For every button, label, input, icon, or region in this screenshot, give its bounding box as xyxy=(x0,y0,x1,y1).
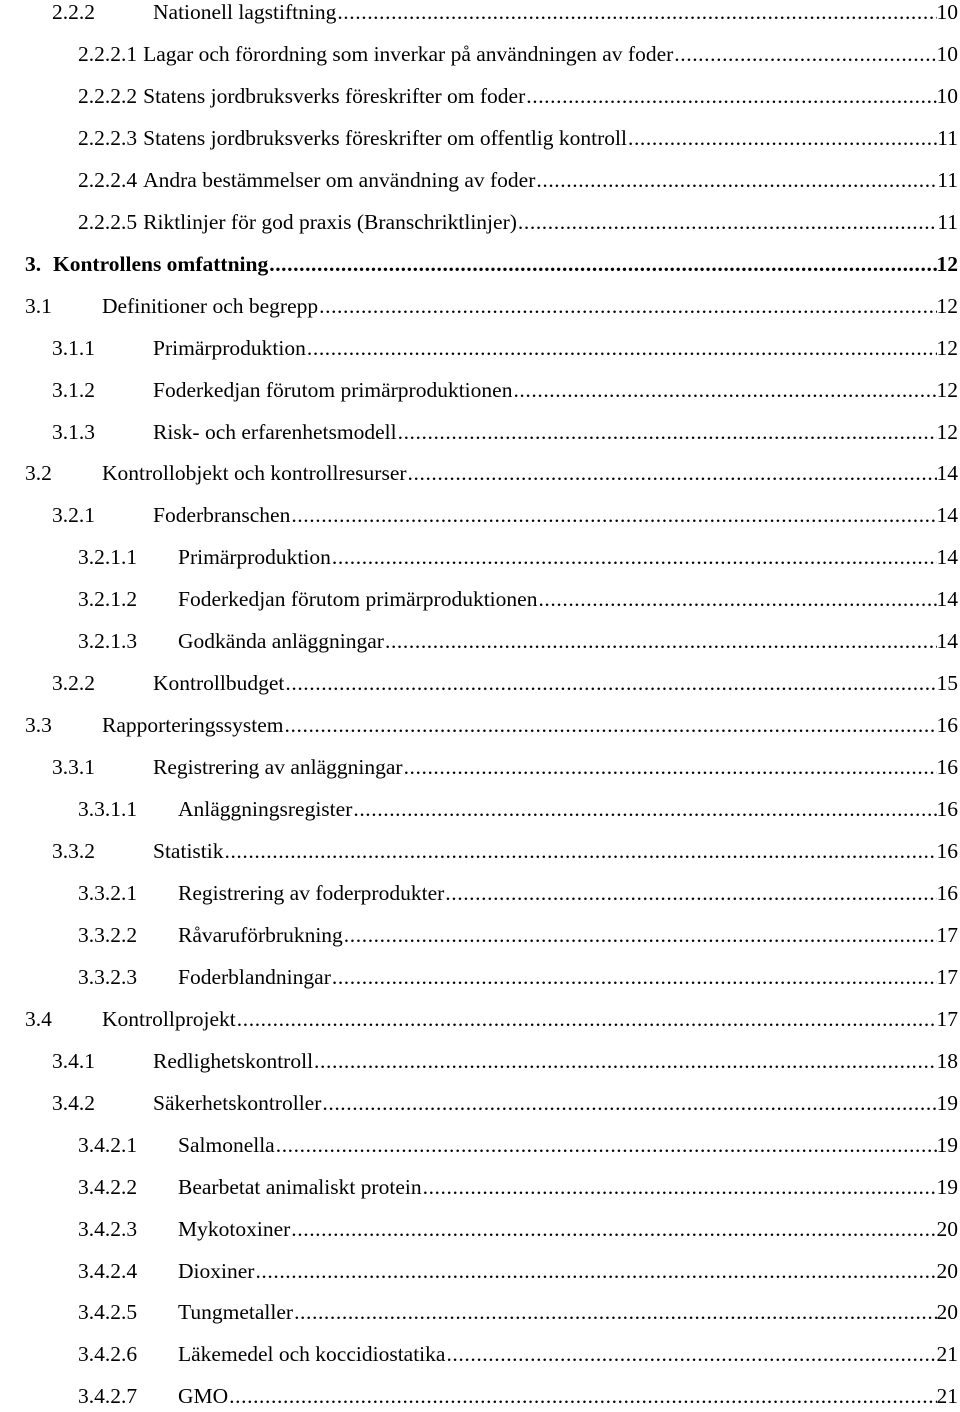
toc-entry-page: 11 xyxy=(937,210,958,234)
toc-dot-leader xyxy=(343,919,937,951)
toc-entry-title: Tungmetaller xyxy=(178,1300,294,1324)
toc-dot-leader xyxy=(673,38,936,70)
toc-entry-number: 3.2.2 xyxy=(52,671,95,695)
toc-entry-page: 10 xyxy=(936,0,958,24)
toc-entry-page: 12 xyxy=(936,378,958,402)
toc-entry[interactable] xyxy=(0,541,960,573)
toc-entry-page: 14 xyxy=(936,503,958,527)
toc-entry-page: 17 xyxy=(936,923,958,947)
toc-entry[interactable] xyxy=(0,0,960,28)
toc-entry-title: Salmonella xyxy=(178,1133,275,1157)
toc-dot-leader xyxy=(627,122,937,154)
toc-dot-leader xyxy=(284,667,936,699)
toc-entry[interactable] xyxy=(0,38,960,70)
toc-entry-page: 10 xyxy=(936,84,958,108)
toc-entry-title: Definitioner och begrepp xyxy=(102,294,319,318)
toc-entry-title: Statens jordbruksverks föreskrifter om foder xyxy=(143,84,526,108)
toc-entry-page: 10 xyxy=(936,42,958,66)
toc-entry[interactable] xyxy=(0,1045,960,1077)
toc-entry-number: 3.4.2.6 xyxy=(78,1342,138,1366)
toc-entry-number: 3.4 xyxy=(25,1007,52,1031)
toc-entry-number: 3.4.2.2 xyxy=(78,1175,138,1199)
toc-entry-title: Kontrollobjekt och kontrollresurser xyxy=(102,461,407,485)
toc-entry-page: 17 xyxy=(936,965,958,989)
toc-dot-leader xyxy=(284,709,937,741)
toc-entry[interactable] xyxy=(0,122,960,154)
toc-dot-leader xyxy=(384,625,937,657)
toc-dot-leader xyxy=(228,1380,936,1412)
toc-entry-page: 16 xyxy=(936,881,958,905)
toc-entry[interactable] xyxy=(0,374,960,406)
toc-dot-leader xyxy=(321,1087,936,1119)
toc-entry-title: Kontrollbudget xyxy=(153,671,285,695)
toc-entry-title: Kontrollprojekt xyxy=(102,1007,236,1031)
toc-entry[interactable] xyxy=(0,835,960,867)
toc-dot-leader xyxy=(313,1045,936,1077)
toc-entry[interactable] xyxy=(0,667,960,699)
toc-entry-number: 3.3.2.3 xyxy=(78,965,138,989)
toc-entry-number: 3.4.2.5 xyxy=(78,1300,138,1324)
toc-dot-leader xyxy=(517,206,937,238)
toc-entry-page: 16 xyxy=(936,755,958,779)
toc-entry-title: Säkerhetskontroller xyxy=(153,1091,322,1115)
toc-entry-number: 3.4.2.1 xyxy=(78,1133,138,1157)
toc-entry-title: Registrering av foderprodukter xyxy=(178,881,445,905)
toc-entry[interactable] xyxy=(0,625,960,657)
toc-entry-page: 14 xyxy=(936,587,958,611)
toc-dot-leader xyxy=(318,290,936,322)
toc-entry[interactable] xyxy=(0,919,960,951)
toc-entry-number: 3.4.2.7 xyxy=(78,1384,138,1408)
toc-entry[interactable] xyxy=(0,1171,960,1203)
toc-entry-title: Dioxiner xyxy=(178,1259,255,1283)
toc-entry-title: Registrering av anläggningar xyxy=(153,755,403,779)
toc-entry-title: Rapporteringssystem xyxy=(102,713,284,737)
toc-entry-number: 3.1.2 xyxy=(52,378,95,402)
toc-dot-leader xyxy=(535,164,937,196)
toc-entry-title: Risk- och erfarenhetsmodell xyxy=(153,420,397,444)
toc-entry-title: Råvaruförbrukning xyxy=(178,923,343,947)
toc-entry[interactable] xyxy=(0,290,960,322)
toc-entry-page: 14 xyxy=(936,461,958,485)
toc-entry[interactable] xyxy=(0,1087,960,1119)
toc-entry-page: 14 xyxy=(936,629,958,653)
toc-dot-leader xyxy=(444,877,936,909)
toc-entry[interactable] xyxy=(0,1213,960,1245)
toc-entry[interactable] xyxy=(0,1129,960,1161)
toc-entry-number: 3.1.3 xyxy=(52,420,95,444)
toc-entry-page: 11 xyxy=(937,168,958,192)
toc-entry-title: Redlighetskontroll xyxy=(153,1049,314,1073)
toc-entry-number: 2.2.2 xyxy=(52,0,95,24)
toc-entry-page: 12 xyxy=(936,252,958,276)
toc-entry-title: Andra bestämmelser om användning av foder xyxy=(143,168,536,192)
toc-entry-page: 20 xyxy=(936,1259,958,1283)
toc-entry[interactable] xyxy=(0,751,960,783)
toc-entry[interactable] xyxy=(0,248,960,280)
toc-entry-number: 3.3 xyxy=(25,713,52,737)
toc-entry[interactable] xyxy=(0,499,960,531)
toc-entry-page: 16 xyxy=(936,839,958,863)
toc-entry-number: 2.2.2.1 xyxy=(78,42,138,66)
toc-entry-page: 16 xyxy=(936,797,958,821)
toc-entry-number: 3.2.1.2 xyxy=(78,587,138,611)
toc-dot-leader xyxy=(306,332,937,364)
toc-entry-title: Lagar och förordning som inverkar på användningen av foder xyxy=(143,42,674,66)
toc-entry-title: Bearbetat animaliskt protein xyxy=(178,1175,422,1199)
toc-entry[interactable] xyxy=(0,332,960,364)
toc-entry-page: 18 xyxy=(936,1049,958,1073)
toc-entry[interactable] xyxy=(0,961,960,993)
toc-entry-title: Foderkedjan förutom primärproduktionen xyxy=(153,378,513,402)
toc-entry[interactable] xyxy=(0,457,960,489)
toc-dot-leader xyxy=(254,1255,936,1287)
toc-entry[interactable] xyxy=(0,164,960,196)
toc-entry-title: Foderblandningar xyxy=(178,965,331,989)
toc-entry-title: Nationell lagstiftning xyxy=(153,0,337,24)
toc-entry-number: 3.4.2 xyxy=(52,1091,95,1115)
toc-entry-title: Statistik xyxy=(153,839,224,863)
toc-entry-title: Godkända anläggningar xyxy=(178,629,384,653)
toc-entry-number: 3.1.1 xyxy=(52,336,95,360)
toc-dot-leader xyxy=(403,751,937,783)
toc-entry-page: 19 xyxy=(936,1091,958,1115)
toc-entry-number: 3.4.2.4 xyxy=(78,1259,138,1283)
toc-dot-leader xyxy=(331,961,937,993)
toc-entry-page: 21 xyxy=(936,1384,958,1408)
toc-entry-number: 3.3.2.2 xyxy=(78,923,138,947)
toc-entry-title: Läkemedel och koccidiostatika xyxy=(178,1342,446,1366)
toc-entry[interactable] xyxy=(0,709,960,741)
toc-dot-leader xyxy=(293,1296,936,1328)
toc-entry-page: 16 xyxy=(936,713,958,737)
toc-entry-title: Foderkedjan förutom primärproduktionen xyxy=(178,587,538,611)
toc-dot-leader xyxy=(422,1171,937,1203)
toc-dot-leader xyxy=(397,416,937,448)
toc-entry-page: 12 xyxy=(936,420,958,444)
toc-dot-leader xyxy=(525,80,936,112)
toc-entry-title: Statens jordbruksverks föreskrifter om offentlig kontroll xyxy=(143,126,627,150)
toc-entry[interactable] xyxy=(0,1296,960,1328)
toc-dot-leader xyxy=(268,248,936,280)
toc-entry-page: 19 xyxy=(936,1133,958,1157)
toc-entry-title: Riktlinjer för god praxis (Branschriktlinjer) xyxy=(143,210,517,234)
toc-dot-leader xyxy=(336,0,936,28)
toc-entry-number: 2.2.2.2 xyxy=(78,84,138,108)
toc-entry-number: 2.2.2.3 xyxy=(78,126,138,150)
toc-entry-number: 3.3.2.1 xyxy=(78,881,138,905)
toc-entry[interactable] xyxy=(0,1338,960,1370)
toc-entry[interactable] xyxy=(0,1380,960,1412)
toc-dot-leader xyxy=(445,1338,936,1370)
toc-entry-title: GMO xyxy=(178,1384,229,1408)
toc-dot-leader xyxy=(290,1213,936,1245)
toc-entry-number: 3.1 xyxy=(25,294,52,318)
toc-entry-page: 12 xyxy=(936,294,958,318)
toc-entry-number: 3.4.1 xyxy=(52,1049,95,1073)
toc-entry[interactable] xyxy=(0,416,960,448)
toc-entry-number: 3.4.2.3 xyxy=(78,1217,138,1241)
toc-entry-page: 21 xyxy=(936,1342,958,1366)
toc-dot-leader xyxy=(290,499,936,531)
toc-entry[interactable] xyxy=(0,793,960,825)
toc-dot-leader xyxy=(537,583,936,615)
toc-entry-number: 3.3.1.1 xyxy=(78,797,138,821)
toc-entry[interactable] xyxy=(0,206,960,238)
toc-entry-page: 15 xyxy=(936,671,958,695)
toc-dot-leader xyxy=(236,1003,937,1035)
toc-entry-title: Mykotoxiner xyxy=(178,1217,291,1241)
toc-entry[interactable] xyxy=(0,80,960,112)
toc-entry-page: 11 xyxy=(937,126,958,150)
toc-entry-page: 12 xyxy=(936,336,958,360)
toc-dot-leader xyxy=(512,374,936,406)
toc-entry-number: 3. xyxy=(25,252,42,276)
toc-dot-leader xyxy=(275,1129,937,1161)
toc-entry-number: 3.2.1 xyxy=(52,503,95,527)
toc-entry-page: 20 xyxy=(936,1217,958,1241)
toc-entry[interactable] xyxy=(0,583,960,615)
toc-entry[interactable] xyxy=(0,1003,960,1035)
toc-entry-title: Kontrollens omfattning xyxy=(53,252,269,276)
toc-dot-leader xyxy=(331,541,937,573)
toc-entry-title: Anläggningsregister xyxy=(178,797,353,821)
toc-entry[interactable] xyxy=(0,1255,960,1287)
toc-entry-page: 19 xyxy=(936,1175,958,1199)
toc-dot-leader xyxy=(223,835,936,867)
toc-entry-number: 3.3.2 xyxy=(52,839,95,863)
toc-entry-page: 17 xyxy=(936,1007,958,1031)
toc-entry-title: Primärproduktion xyxy=(153,336,306,360)
toc-entry-number: 3.2.1.1 xyxy=(78,545,138,569)
toc-entry-page: 14 xyxy=(936,545,958,569)
toc-entry-number: 3.2.1.3 xyxy=(78,629,138,653)
toc-dot-leader xyxy=(352,793,936,825)
toc-entry-number: 2.2.2.5 xyxy=(78,210,138,234)
toc-entry-title: Primärproduktion xyxy=(178,545,331,569)
toc-entry-number: 3.2 xyxy=(25,461,52,485)
toc-entry-page: 20 xyxy=(936,1300,958,1324)
toc-entry-number: 3.3.1 xyxy=(52,755,95,779)
toc-entry[interactable] xyxy=(0,877,960,909)
toc-dot-leader xyxy=(407,457,937,489)
toc-entry-title: Foderbranschen xyxy=(153,503,291,527)
toc-entry-number: 2.2.2.4 xyxy=(78,168,138,192)
